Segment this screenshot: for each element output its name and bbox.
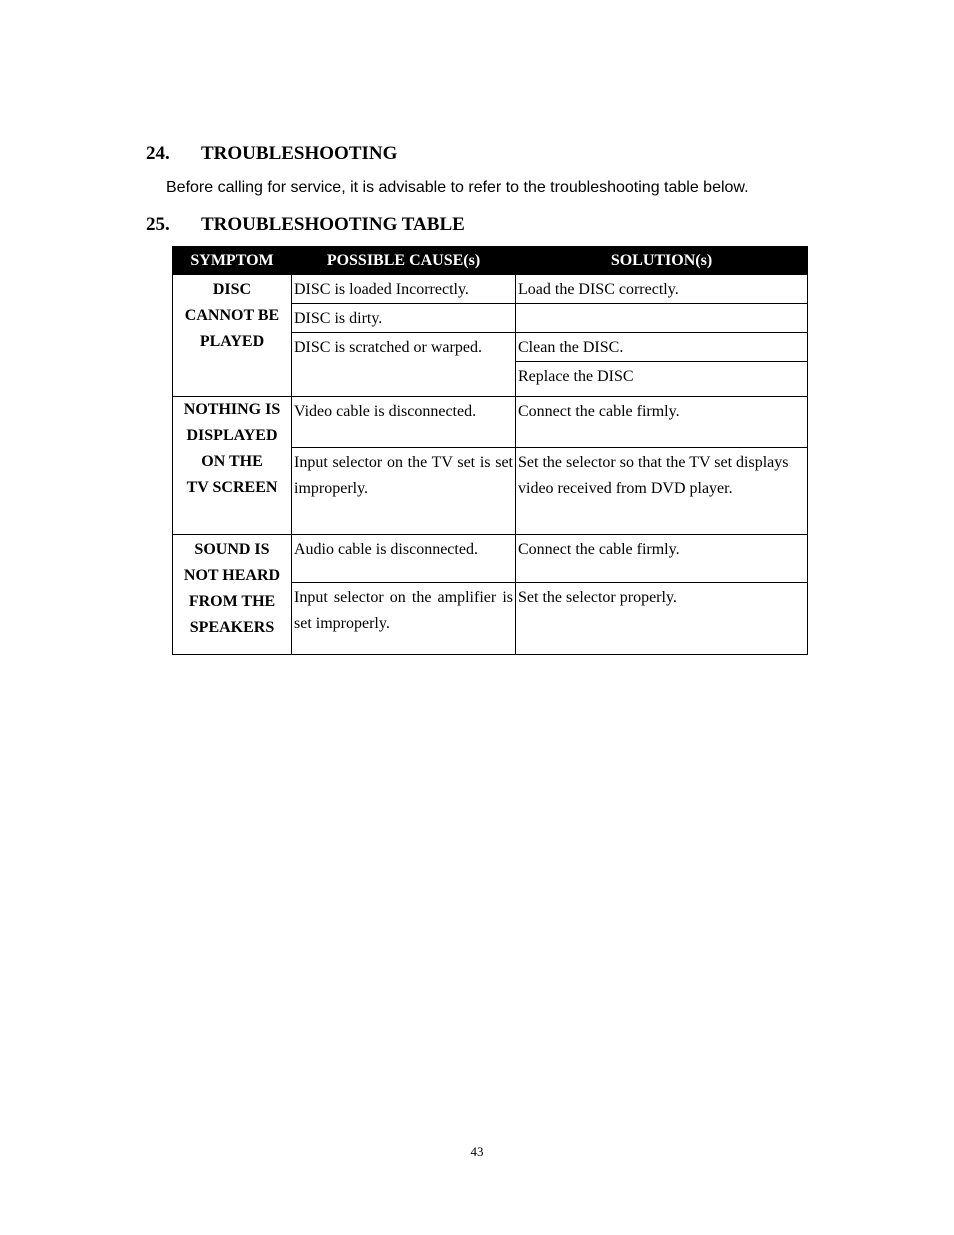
symptom-line: FROM THE — [188, 593, 276, 610]
solution-cell: Replace the DISC — [516, 362, 808, 397]
symptom-cell — [173, 397, 292, 535]
cause-cell: Audio cable is disconnected. — [292, 535, 516, 583]
troubleshooting-table — [172, 246, 808, 655]
solution-cell: Set the selector properly. — [516, 583, 808, 655]
symptom-line: SPEAKERS — [189, 619, 275, 636]
section-25-heading — [146, 214, 465, 236]
symptom-cell — [173, 275, 292, 397]
section-25-title: TROUBLESHOOTING TABLE — [201, 214, 465, 235]
symptom-line: CANNOT BE — [184, 307, 280, 324]
cause-cell: DISC is dirty. — [292, 304, 516, 333]
cause-cell: Input selector on the amplifier is set improperly. — [292, 583, 516, 655]
symptom-line: DISC — [212, 281, 252, 298]
cause-cell: DISC is scratched or warped. — [292, 333, 516, 397]
cause-cell: Video cable is disconnected. — [292, 397, 516, 448]
cause-cell: Input selector on the TV set is set improperly. — [292, 448, 516, 535]
solution-cell: Load the DISC correctly. — [516, 275, 808, 304]
symptom-line: SOUND IS — [194, 541, 270, 558]
solution-cell: Connect the cable firmly. — [516, 535, 808, 583]
section-24-title: TROUBLESHOOTING — [201, 143, 398, 164]
table-row — [173, 397, 808, 448]
symptom-line: ON THE — [201, 453, 263, 470]
symptom-line: TV SCREEN — [186, 479, 278, 496]
header-symptom: SYMPTOM — [173, 247, 292, 275]
section-24-number: 24. — [146, 143, 170, 164]
symptom-line: NOT HEARD — [183, 567, 281, 584]
solution-cell: Connect the cable firmly. — [516, 397, 808, 448]
table-row — [173, 275, 808, 304]
table-row — [173, 535, 808, 583]
section-24-heading — [146, 143, 397, 165]
symptom-line: NOTHING IS — [183, 401, 281, 418]
table-header-row — [173, 247, 808, 275]
symptom-line: PLAYED — [199, 333, 265, 350]
page-number: 43 — [470, 1144, 484, 1159]
header-cause: POSSIBLE CAUSE(s) — [292, 247, 516, 275]
symptom-line: DISPLAYED — [186, 427, 278, 444]
intro-text: Before calling for service, it is advisable to refer to the troubleshooting table below. — [166, 179, 749, 196]
header-solution: SOLUTION(s) — [516, 247, 808, 275]
solution-cell — [516, 304, 808, 333]
symptom-cell — [173, 535, 292, 655]
solution-cell: Clean the DISC. — [516, 333, 808, 362]
section-25-number: 25. — [146, 214, 170, 235]
solution-cell: Set the selector so that the TV set displays video received from DVD player. — [516, 448, 808, 535]
cause-cell: DISC is loaded Incorrectly. — [292, 275, 516, 304]
